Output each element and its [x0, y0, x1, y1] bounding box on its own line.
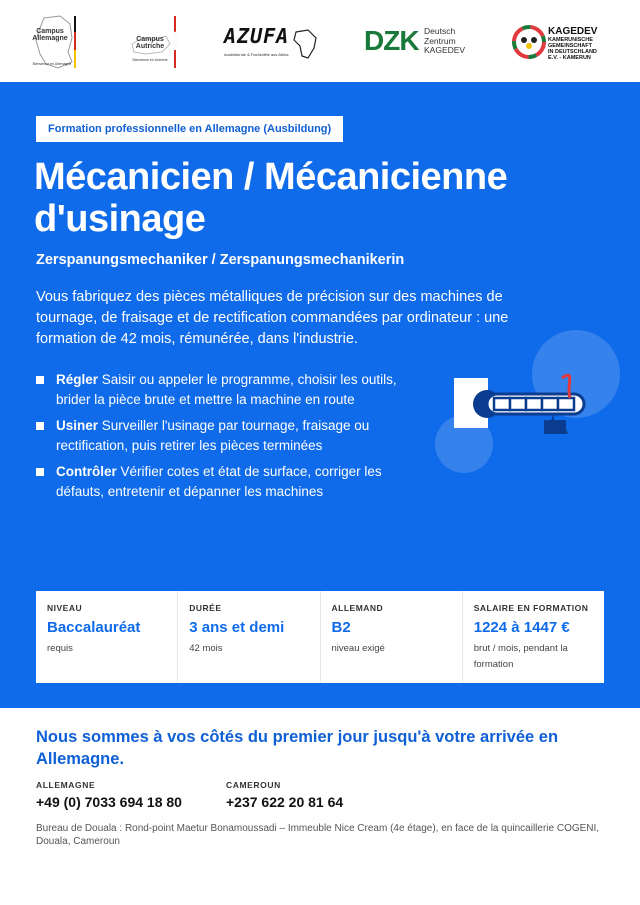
- stat-card-salaire: [463, 591, 604, 683]
- kagedev-line2: GEMEINSCHAFT: [548, 43, 592, 49]
- stat-label: DURÉE: [189, 603, 222, 613]
- page-subtitle: Zerspanungsmechaniker / Zerspanungsmechanikerin: [36, 252, 405, 268]
- task-keyword: Contrôler: [56, 464, 117, 479]
- task-text: Vérifier cotes et état de surface, corriger les défauts, entretenir et dépanner les machines: [56, 464, 382, 499]
- campus-at-line1: Campus: [136, 36, 164, 43]
- stat-note: brut / mois, pendant la formation: [473, 643, 568, 670]
- square-bullet-icon: [36, 422, 44, 430]
- list-item: [36, 370, 426, 409]
- logo-header: [0, 0, 640, 82]
- intro-paragraph: Vous fabriquez des pièces métalliques de précision sur des machines de tournage, de fraisage et de rectification commandées par ordinateur : une formation de 42 mois, rémunérée, dans l'industrie.: [36, 289, 509, 347]
- dzk-wordmark: DZK: [364, 25, 419, 56]
- contact-label: CAMEROUN: [226, 780, 281, 790]
- campus-allemagne-logo: [30, 14, 86, 70]
- dzk-line2: Zentrum: [424, 35, 456, 46]
- stat-card-niveau: [36, 591, 178, 683]
- azufa-logo: [222, 14, 322, 70]
- kagedev-wordmark: KAGEDEV: [548, 26, 598, 37]
- campus-autriche-logo: [128, 14, 180, 70]
- stat-label: SALAIRE EN FORMATION: [473, 603, 589, 613]
- dzk-line3: KAGEDEV: [424, 45, 466, 55]
- stat-note: requis: [47, 643, 73, 654]
- list-item: [36, 462, 426, 501]
- stat-card-allemand: [321, 591, 463, 683]
- campus-at-line2: Autriche: [135, 43, 165, 50]
- phone-number[interactable]: +49 (0) 7033 694 18 80: [36, 794, 182, 810]
- stat-card-duree: [178, 591, 320, 683]
- contact-cameroon: [226, 780, 343, 811]
- support-statement: Nous sommes à vos côtés du premier jour jusqu'à votre arrivée en Allemagne.: [36, 728, 559, 768]
- kagedev-line1: KAMERUNISCHE: [548, 37, 593, 43]
- contact-label: ALLEMAGNE: [36, 780, 96, 790]
- stat-value: 3 ans et demi: [189, 619, 285, 636]
- task-text: Surveiller l'usinage par tournage, fraisage ou rectification, puis retirer les pièces terminées: [56, 418, 370, 453]
- kagedev-emblem-icon: [510, 14, 548, 70]
- kagedev-line4: E.V. - KAMERUN: [548, 55, 591, 61]
- stat-note: niveau exigé: [331, 643, 385, 654]
- page-title: Mécanicien / Mécanicienne d'usinage: [34, 156, 508, 240]
- kagedev-line3: IN DEUTSCHLAND: [548, 49, 597, 55]
- campus-de-small: Bienvenue en Allemagne: [32, 62, 72, 66]
- task-keyword: Usiner: [56, 418, 99, 433]
- azufa-small: Ausbildende & Fachkräfte aus Afrika: [224, 52, 289, 57]
- office-address: Bureau de Douala : Rond-point Maetur Bonamoussadi – Immeuble Nice Cream (4e étage), en face de la quincaillerie COGENI, Douala, Cameroun: [36, 823, 600, 847]
- stat-value: 1224 à 1447 €: [473, 619, 570, 636]
- task-keyword: Régler: [56, 372, 99, 387]
- dzk-line1: Deutsch: [424, 26, 456, 36]
- stat-note: 42 mois: [189, 643, 223, 654]
- phone-number[interactable]: +237 622 20 81 64: [226, 794, 344, 810]
- task-list: [36, 370, 426, 508]
- task-text: Saisir ou appeler le programme, choisir les outils, brider la pièce brute et mettre la machine en route: [56, 372, 397, 407]
- azufa-wordmark: AZUFA: [224, 24, 290, 48]
- stat-label: ALLEMAND: [331, 603, 384, 613]
- stat-label: NIVEAU: [47, 603, 83, 613]
- category-tag: Formation professionnelle en Allemagne (Ausbildung): [36, 116, 343, 142]
- key-facts-panel: [36, 591, 604, 683]
- square-bullet-icon: [36, 468, 44, 476]
- stat-value: Baccalauréat: [47, 619, 141, 636]
- contact-footer: [0, 708, 640, 905]
- campus-de-line1: Campus: [36, 28, 64, 35]
- dzk-logo: [364, 14, 468, 70]
- stat-value: B2: [331, 619, 351, 636]
- machine-tool-illustration: [430, 326, 630, 486]
- contact-germany: [36, 780, 182, 811]
- square-bullet-icon: [36, 376, 44, 384]
- list-item: [36, 416, 426, 455]
- kagedev-logo: [510, 14, 614, 70]
- campus-de-line2: Allemagne: [32, 35, 68, 42]
- campus-at-small: Bienvenue en Autriche: [132, 58, 168, 62]
